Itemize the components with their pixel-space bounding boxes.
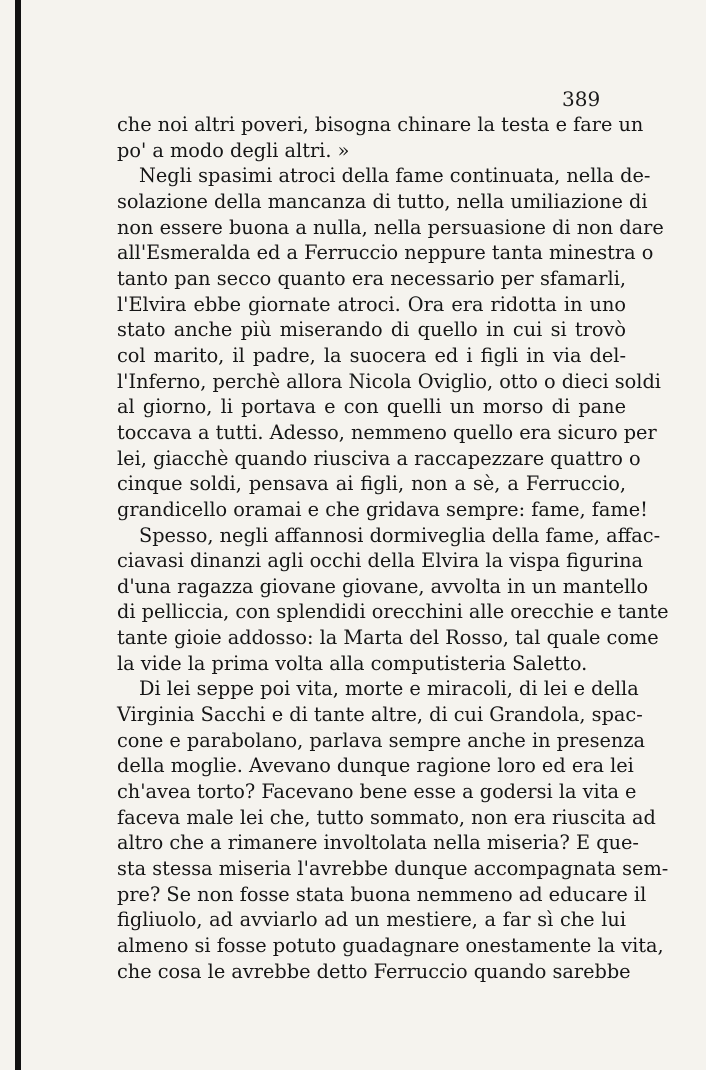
page-binding-edge xyxy=(15,0,21,1070)
text-line: l'Inferno, perchè allora Nicola Oviglio, otto o dieci soldi xyxy=(117,369,661,393)
paragraph xyxy=(117,112,644,163)
text-line: Di lei seppe poi vita, morte e miracoli, di lei e della xyxy=(139,677,639,701)
text-line: Virginia Sacchi e di tante altre, di cui Grandola, spac- xyxy=(117,703,643,727)
text-line: che cosa le avrebbe detto Ferruccio quando sarebbe xyxy=(117,959,631,983)
paragraph xyxy=(117,676,669,984)
text-line: lei, giacchè quando riusciva a raccapezzare quattro o xyxy=(117,446,641,470)
text-line: sta stessa miseria l'avrebbe dunque accompagnata sem- xyxy=(117,857,669,881)
paragraph xyxy=(117,163,664,522)
text-line: grandicello oramai e che gridava sempre: fame, fame! xyxy=(117,497,648,521)
text-line: ciavasi dinanzi agli occhi della Elvira la vispa figurina xyxy=(117,549,644,573)
text-line: altro che a rimanere involtolata nella miseria? E que- xyxy=(117,831,639,855)
text-line: di pelliccia, con splendidi orecchini alle orecchie e tante xyxy=(117,600,669,624)
text-line: pre? Se non fosse stata buona nemmeno ad educare il xyxy=(117,882,647,906)
text-line: che noi altri poveri, bisogna chinare la testa e fare un xyxy=(117,113,644,136)
text-line: all'Esmeralda ed a Ferruccio neppure tanta minestra o xyxy=(117,241,654,265)
text-line: della moglie. Avevano dunque ragione loro ed era lei xyxy=(117,754,634,778)
text-line: po' a modo degli altri. » xyxy=(117,138,350,162)
text-line: faceva male lei che, tutto sommato, non era riuscita ad xyxy=(117,805,656,829)
text-line: col marito, il padre, la suocera ed i figli in via del- xyxy=(117,343,626,367)
text-line: tante gioie addosso: la Marta del Rosso, tal quale come xyxy=(117,626,659,650)
text-line: la vide la prima volta alla computisteria Saletto. xyxy=(117,651,588,675)
text-line: almeno si fosse potuto guadagnare onestamente la vita, xyxy=(117,934,664,957)
text-line: al giorno, li portava e con quelli un morso di pane xyxy=(117,395,626,419)
text-line: cinque soldi, pensava ai figli, non a sè, a Ferruccio, xyxy=(117,472,626,496)
text-line: Spesso, negli affannosi dormiveglia della fame, affac- xyxy=(139,523,661,547)
text-line: tanto pan secco quanto era necessario per sfamarli, xyxy=(117,266,626,290)
text-line: l'Elvira ebbe giornate atroci. Ora era ridotta in uno xyxy=(117,292,626,316)
text-line: non essere buona a nulla, nella persuasione di non dare xyxy=(117,215,664,239)
text-line: stato anche più miserando di quello in cui si trovò xyxy=(117,318,626,342)
text-line: ch'avea torto? Facevano bene esse a godersi la vita e xyxy=(117,780,637,804)
text-line: d'una ragazza giovane giovane, avvolta in un mantello xyxy=(117,574,649,598)
body-text xyxy=(117,112,669,984)
page-number: 389 xyxy=(562,87,601,111)
text-line: toccava a tutti. Adesso, nemmeno quello era sicuro per xyxy=(117,420,657,444)
text-line: solazione della mancanza di tutto, nella umiliazione di xyxy=(117,189,648,213)
paragraph xyxy=(117,523,669,677)
text-line: Negli spasimi atroci della fame continuata, nella de- xyxy=(139,164,651,188)
text-line: figliuolo, ad avviarlo ad un mestiere, a far sì che lui xyxy=(117,908,626,932)
text-line: cone e parabolano, parlava sempre anche in presenza xyxy=(117,728,646,752)
